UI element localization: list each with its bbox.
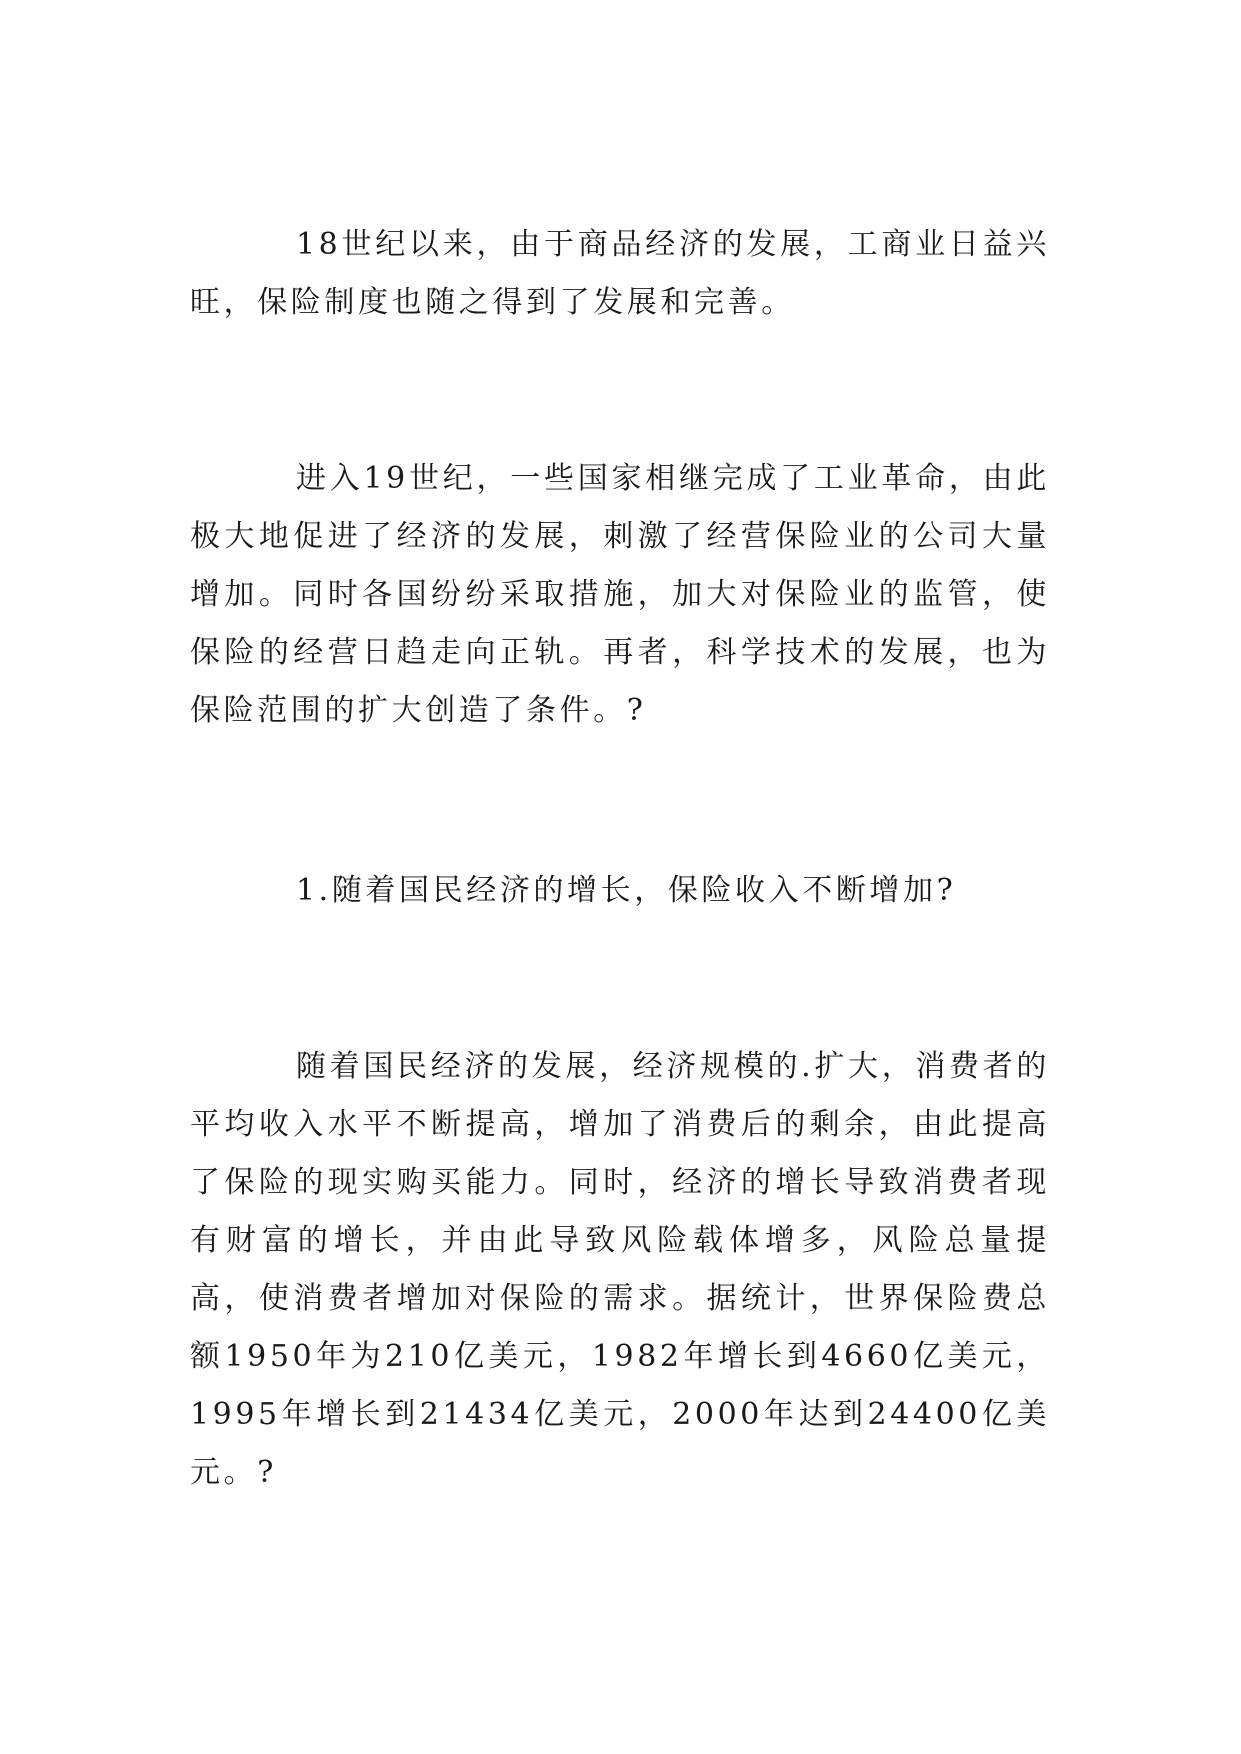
paragraph-economic-growth: 随着国民经济的发展，经济规模的.扩大，消费者的平均收入水平不断提高，增加了消费后的剩余，由此提高了保险的现实购买能力。同时，经济的增长导致消费者现有财富的增长，并由此导致风险载体增多，风险总量提高，使消费者增加对保险的需求。据统计，世界保险费总额1950年为210亿美元，1982年增长到4660亿美元，1995年增长到21434亿美元，2000年达到24400亿美元。? [190,1049,1050,1490]
paragraph-18th-century: 18世纪以来，由于商品经济的发展，工商业日益兴旺，保险制度也随之得到了发展和完善。 [190,227,1050,320]
section-heading-insurance-income: 1.随着国民经济的增长，保险收入不断增加? [296,873,957,908]
paragraph-19th-century: 进入19世纪，一些国家相继完成了工业革命，由此极大地促进了经济的发展，刺激了经营保险业的公司大量增加。同时各国纷纷采取措施，加大对保险业的监管，使保险的经营日趋走向正轨。再者，科学技术的发展，也为保险范围的扩大创造了条件。? [190,461,1050,728]
